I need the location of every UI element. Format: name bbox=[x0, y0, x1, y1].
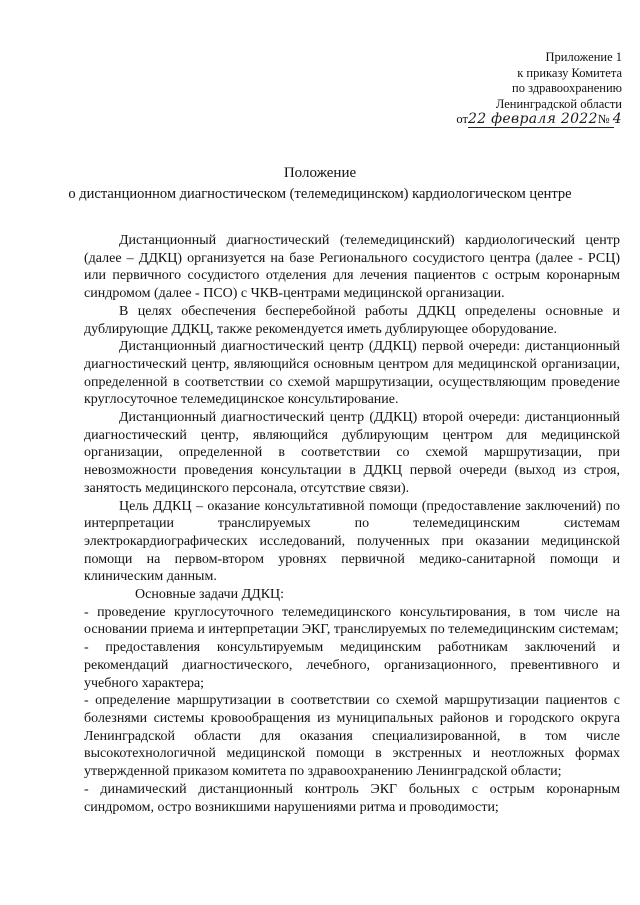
signature-underline bbox=[468, 127, 614, 128]
document-title bbox=[0, 164, 640, 204]
handwritten-number: 4 bbox=[612, 111, 622, 127]
appendix-line-4: Ленинградской области bbox=[495, 96, 622, 111]
appendix-header bbox=[456, 50, 622, 128]
appendix-line-3: по здравоохранению bbox=[512, 81, 622, 95]
title-line-1: Положение bbox=[283, 165, 357, 181]
title-line-2: о дистанционном диагностическом (телемедицинском) кардиологическом центре bbox=[68, 186, 572, 202]
document-body bbox=[84, 232, 620, 816]
paragraph-2: В целях обеспечения бесперебойной работы ДДКЦ определены основные и дублирующие ДДКЦ, также рекомендуется иметь дублирующее оборудование. bbox=[84, 303, 620, 337]
date-number-field bbox=[456, 112, 622, 128]
date-prefix: от bbox=[456, 112, 468, 126]
paragraph-4: Дистанционный диагностический центр (ДДКЦ) второй очереди: дистанционный диагностический центр, являющийся дублирующим центром для медицинской организации, определенной в соответствии со схемой маршрутизации, при невозможности проведения консультации в ДДКЦ первой очереди (выход из строя, занятость медицинского персонала, отсутствие связи). bbox=[84, 410, 620, 496]
appendix-date-line bbox=[456, 112, 622, 128]
paragraph-5: Цель ДДКЦ – оказание консультативной помощи (предоставление заключений) по интерпретации транслируемых по телемедицинским системам электрокардиографических исследований, полученных при оказании медицинской помощи на первом-втором уровнях первичной медико-санитарной помощи и клиническим данным. bbox=[84, 498, 620, 585]
task-item-3: - определение маршрутизации в соответствии со схемой маршрутизации пациентов с болезнями системы кровообращения из муниципальных районов и городского округа Ленинградской области для оказания специализированной, в том числе высокотехнологичной медицинской помощи в экстренных и неотложных формах утвержденной приказом комитета по здравоохранению Ленинградской области; bbox=[84, 693, 620, 780]
task-item-2: - предоставления консультируемым медицинским работникам заключений и рекомендаций диагностического, лечебного, организационного, превентивного и учебного характера; bbox=[84, 640, 620, 691]
appendix-line-2: к приказу Комитета bbox=[517, 65, 622, 80]
number-prefix: № bbox=[597, 112, 610, 126]
paragraph-1: Дистанционный диагностический (телемедицинский) кардиологический центр (далее – ДДКЦ) организуется на базе Регионального сосудистого центра (далее - РСЦ) или первичного сосудистого отделения для лечения пациентов с острым коронарным синдромом (далее - ПСО) с ЧКВ-центрами медицинской организации. bbox=[84, 233, 620, 302]
paragraph-3: Дистанционный диагностический центр (ДДКЦ) первой очереди: дистанционный диагностический центр, являющийся основным центром для медицинской организации, определенной в соответствии со схемой маршрутизации, осуществляющим проведение круглосуточное телемедицинское консультирование. bbox=[84, 339, 620, 408]
task-item-1: - проведение круглосуточного телемедицинского консультирования, в том числе на основании приема и интерпретации ЭКГ, транслируемых по телемедицинским системам; bbox=[84, 604, 620, 638]
task-item-4: - динамический дистанционный контроль ЭКГ больных с острым коронарным синдромом, остро возникшими нарушениями ритма и проводимости; bbox=[84, 781, 620, 815]
appendix-line-1: Приложение 1 bbox=[545, 50, 622, 64]
handwritten-date: 22 февраля 2022 bbox=[467, 111, 598, 127]
paragraph-6: Основные задачи ДДКЦ: bbox=[135, 587, 285, 603]
